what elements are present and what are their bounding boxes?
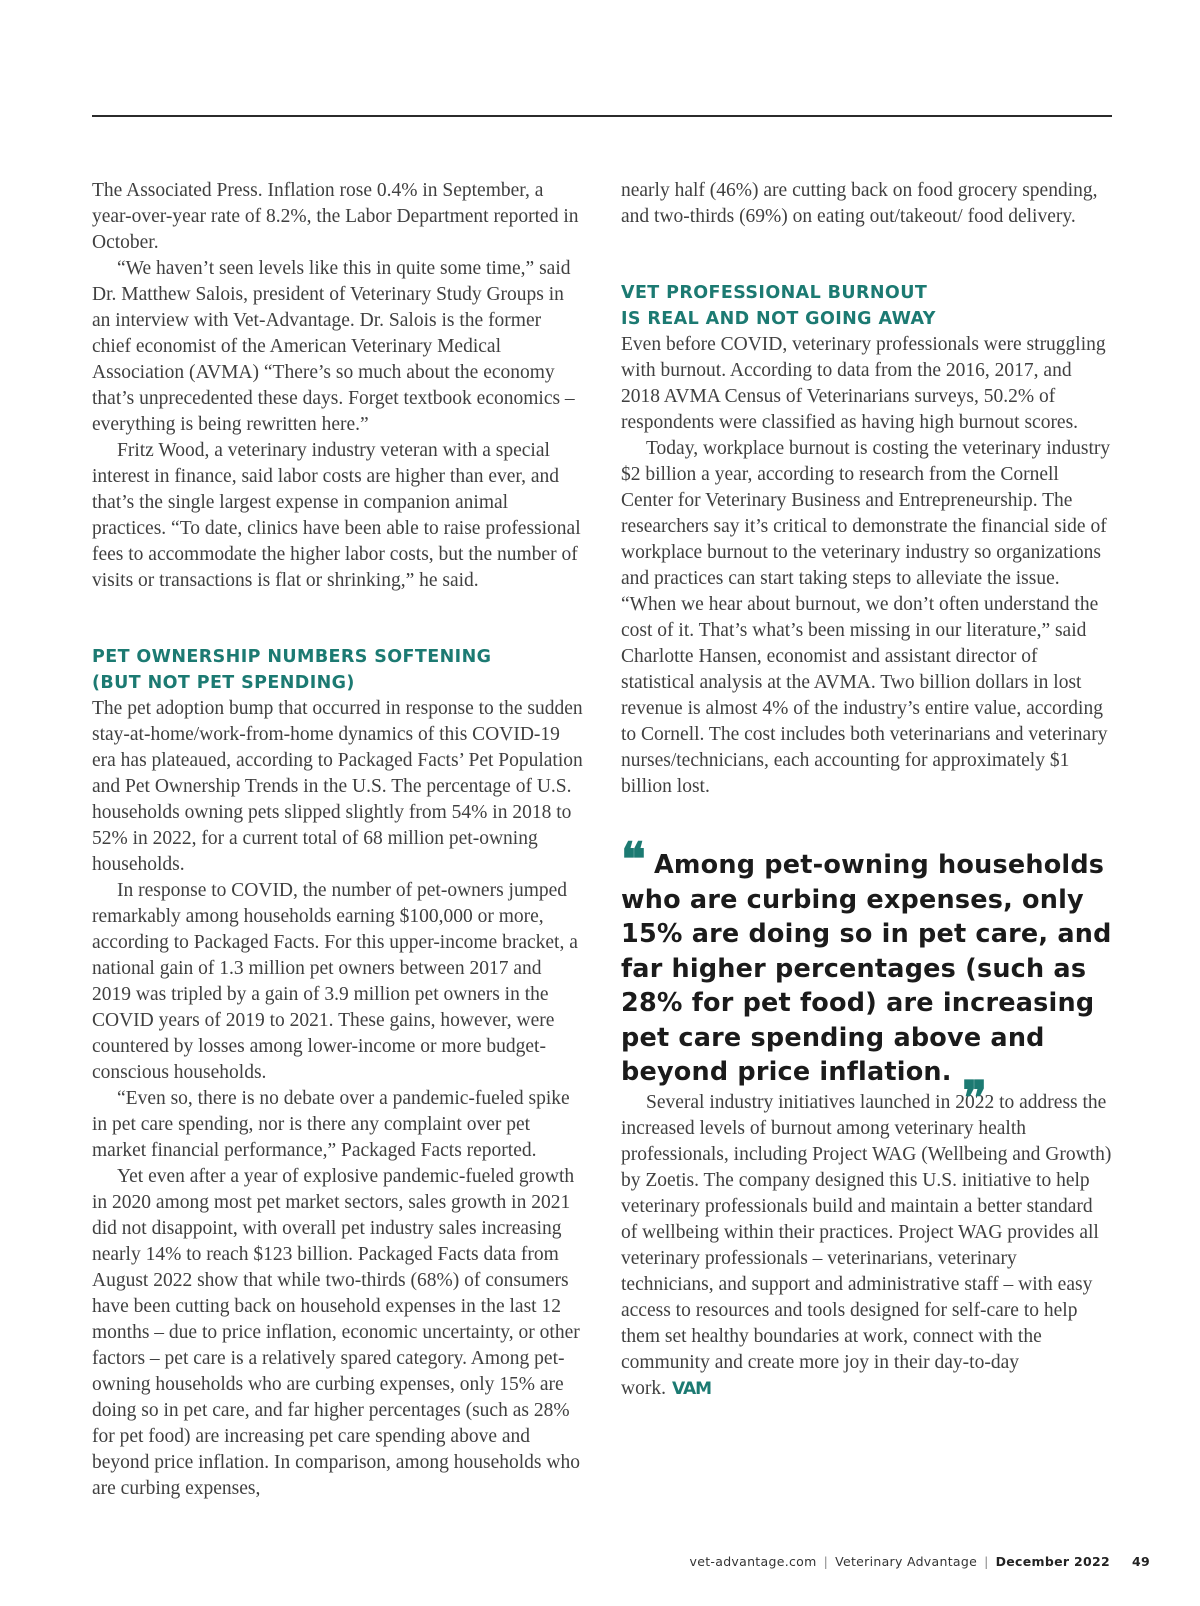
- heading-line: PET OWNERSHIP NUMBERS SOFTENING: [92, 647, 492, 667]
- page-footer: [690, 1554, 1150, 1569]
- header-rule: [92, 115, 1112, 117]
- pull-quote-text: Among pet-owning households who are curbing expenses, only 15% are doing so in pet care, and far higher percentages (such as 28% for pet food) are increasing pet care spending above and beyond price inflation.: [621, 850, 1112, 1087]
- close-quote-icon: ❝: [961, 1051, 987, 1105]
- paragraph: Yet even after a year of explosive pandemic-fueled growth in 2020 among most pet market sectors, sales growth in 2021 did not disappoint, with overall pet industry sales increasing nearly 14% to reach $123 billion. Packaged Facts data from August 2022 show that while two-thirds (68%) of consumers have been cutting back on household expenses in the last 12 months – due to price inflation, economic uncertainty, or other factors – pet care is a relatively spared category. Among pet-owning households who are curbing expenses, only 15% are doing so in pet care, and far higher percentages (such as 28% for pet food) are increasing pet care spending above and beyond price inflation. In comparison, among households who are curbing expenses,: [92, 1166, 580, 1499]
- footer-separator: |: [984, 1554, 989, 1569]
- footer-website: vet-advantage.com: [689, 1554, 817, 1569]
- section-heading-burnout: [621, 280, 1113, 332]
- paragraph: “We haven’t seen levels like this in quite some time,” said Dr. Matthew Salois, president of Veterinary Study Groups in an interview with Vet-Advantage. Dr. Salois is the former chief economist of the American Veterinary Medical Association (AVMA) “There’s so much about the economy that’s unprecedented these days. Forget textbook economics – everything is being rewritten here.”: [92, 258, 575, 435]
- footer-separator: |: [823, 1554, 829, 1569]
- paragraph: Today, workplace burnout is costing the veterinary industry $2 billion a year, according to research from the Cornell Center for Veterinary Business and Entrepreneurship. The researchers say it’s critical to demonstrate the financial side of workplace burnout to the veterinary industry so organizations and practices can start taking steps to alleviate the issue. “When we hear about burnout, we don’t often understand the cost of it. That’s what’s been missing in our literature,” said Charlotte Hansen, economist and assistant director of statistical analysis at the AVMA. Two billion dollars in lost revenue is almost 4% of the industry’s entire value, according to Cornell. The cost includes both veterinarians and veterinary nurses/technicians, each accounting for approximately $1 billion lost.: [621, 438, 1111, 797]
- section-heading-pet-ownership: [92, 644, 584, 696]
- footer-publication: Veterinary Advantage: [835, 1554, 978, 1569]
- vam-end-mark-logo: VAM: [671, 1378, 712, 1399]
- closing-paragraph: [621, 1090, 1113, 1402]
- paragraph: In response to COVID, the number of pet-owners jumped remarkably among households earning $100,000 or more, according to Packaged Facts. For this upper-income bracket, a national gain of 1.3 million pet owners between 2017 and 2019 was tripled by a gain of 3.9 million pet owners in the COVID years of 2019 to 2021. These gains, however, were countered by losses among lower-income or more budget-conscious households.: [92, 880, 578, 1083]
- right-column: [621, 178, 1113, 1402]
- heading-line: VET PROFESSIONAL BURNOUT: [621, 283, 928, 303]
- paragraph: nearly half (46%) are cutting back on food grocery spending, and two-thirds (69%) on eating out/takeout/ food delivery.: [621, 180, 1098, 227]
- closing-paragraph-text: Several industry initiatives launched in 2022 to address the increased levels of burnout among veterinary health professionals, including Project WAG (Wellbeing and Growth) by Zoetis. The company designed this U.S. initiative to help veterinary professionals build and maintain a better standard of wellbeing within their practices. Project WAG provides all veterinary professionals – veterinarians, veterinary technicians, and support and administrative staff – with easy access to resources and tools designed for self-care to help them set healthy boundaries at work, connect with the community and create more joy in their day-to-day work.: [621, 1091, 1112, 1399]
- paragraph: The Associated Press. Inflation rose 0.4% in September, a year-over-year rate of 8.2%, the Labor Department reported in October.: [92, 180, 579, 253]
- paragraph: “Even so, there is no debate over a pandemic-fueled spike in pet care spending, nor is there any complaint over pet market financial performance,” Packaged Facts reported.: [92, 1088, 570, 1161]
- open-quote-icon: ❝: [621, 832, 646, 886]
- heading-line: (BUT NOT PET SPENDING): [92, 673, 355, 693]
- paragraph: Even before COVID, veterinary professionals were struggling with burnout. According to data from the 2016, 2017, and 2018 AVMA Census of Veterinarians surveys, 50.2% of respondents were classified as having high burnout scores.: [621, 334, 1106, 433]
- footer-issue: December 2022: [995, 1554, 1110, 1569]
- left-column: [92, 178, 584, 1502]
- pull-quote: [621, 832, 1113, 1105]
- paragraph: Fritz Wood, a veterinary industry veteran with a special interest in finance, said labor costs are higher than ever, and that’s the single largest expense in companion animal practices. “To date, clinics have been able to raise professional fees to accommodate the higher labor costs, but the number of visits or transactions is flat or shrinking,” he said.: [92, 440, 581, 591]
- paragraph: The pet adoption bump that occurred in response to the sudden stay-at-home/work-from-home dynamics of this COVID-19 era has plateaued, according to Packaged Facts’ Pet Population and Pet Ownership Trends in the U.S. The percentage of U.S. households owning pets slipped slightly from 54% in 2018 to 52% in 2022, for a current total of 68 million pet-owning households.: [92, 698, 583, 875]
- page-number: 49: [1132, 1554, 1150, 1569]
- heading-line: IS REAL AND NOT GOING AWAY: [621, 309, 936, 329]
